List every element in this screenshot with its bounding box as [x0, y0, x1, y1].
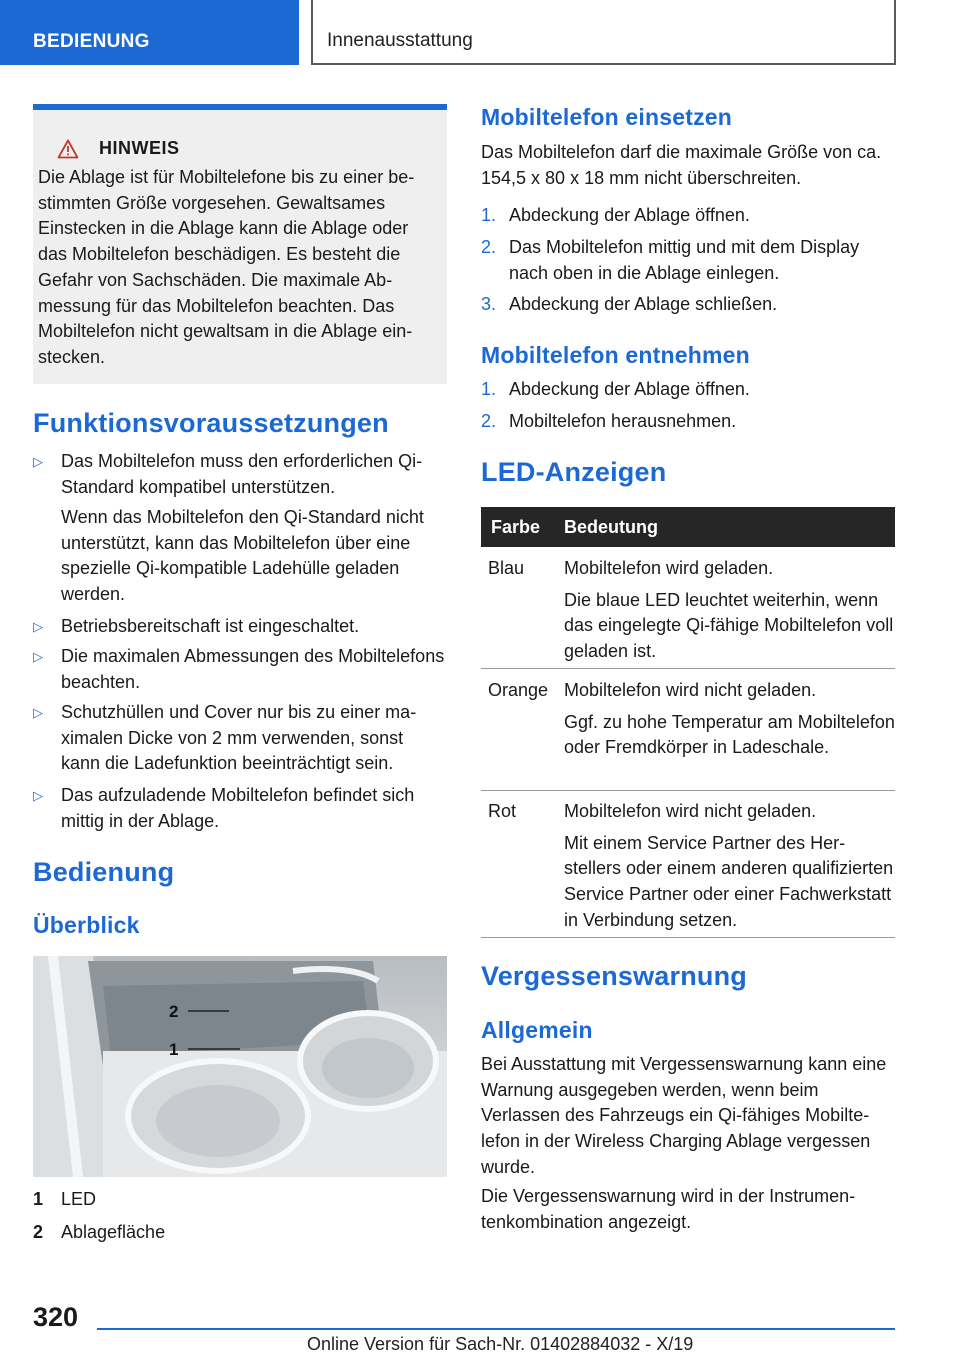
table-divider	[481, 790, 895, 791]
svg-text:1: 1	[169, 1040, 179, 1059]
step-text: Abdeckung der Ablage öffnen.	[509, 205, 750, 225]
legend-item	[33, 1189, 447, 1211]
column-header-farbe: Farbe	[491, 517, 541, 537]
allgemein-paragraph-1: Bei Ausstattung mit Vergessenswarnung kann eine Warnung ausgegeben werden, wenn beim Verlassen des Fahrzeugs ein Qi-fähiges Mobiltelefon in der Wireless Charging Ablage vergessen wurde.	[481, 1054, 887, 1177]
step-number: 1.	[481, 205, 497, 225]
cell-bedeutung	[564, 799, 895, 934]
heading-bedienung: Bedienung	[33, 857, 175, 887]
tray-illustration	[33, 956, 447, 1177]
cell-main-text: Mobiltelefon wird nicht geladen.	[564, 680, 817, 700]
list-item-text: Betriebsbereitschaft ist eingeschaltet.	[61, 616, 360, 636]
step-number: 1.	[481, 379, 497, 399]
warning-triangle-icon	[57, 139, 79, 159]
svg-text:2: 2	[169, 1002, 179, 1021]
footer-online-version: Online Version für Sach-Nr. 01402884032 - X/19	[307, 1334, 694, 1354]
wireless-charging-tray-image	[33, 956, 447, 1177]
cell-extra-text: Mit einem Service Partner des Herstellers oder einem anderen qualifizierten Service Partner oder einer Fachwerkstatt in Verbindung setzen.	[564, 832, 894, 930]
legend-text: Ablagefläche	[61, 1222, 166, 1242]
list-item-text: Das aufzuladende Mobiltelefon befindet sich mittig in der Ablage.	[61, 785, 415, 831]
heading-allgemein: Allgemein	[481, 1017, 593, 1043]
bullet-paragraph: Wenn das Mobiltelefon den Qi-Standard nicht unterstützt, kann das Mobiltelefon über eine spezielle Qi-kompatible Ladehülle geladen werden.	[61, 507, 424, 605]
column-header-bedeutung: Bedeutung	[564, 517, 658, 537]
table-header	[481, 507, 895, 547]
heading-ueberblick: Überblick	[33, 912, 140, 938]
table-divider	[481, 668, 895, 669]
list-item	[33, 449, 447, 500]
step-text: Abdeckung der Ablage öffnen.	[509, 379, 750, 399]
cell-extra-text: Ggf. zu hohe Temperatur am Mobiltelefon oder Fremdkörper in Ladeschale.	[564, 711, 895, 758]
cell-farbe: Orange	[488, 680, 549, 700]
legend-text: LED	[61, 1189, 97, 1209]
triangle-bullet-icon: ▷	[33, 619, 43, 634]
list-item	[33, 783, 447, 834]
warning-box	[33, 104, 447, 384]
triangle-bullet-icon: ▷	[33, 788, 43, 803]
list-item	[481, 292, 895, 318]
warning-text: Die Ablage ist für Mobiltelefone bis zu einer bestimmten Größe vorgesehen. Gewaltsames Einstecken in die Ablage kann die Ablage oder das Mobiltelefon beschädigen. Es besteht die Gefahr von Sachschäden. Die maximale Abmessung für das Mobiltelefon beachten. Das Mobiltelefon nicht gewaltsam in die Ablage einstecken.	[38, 167, 415, 367]
triangle-bullet-icon: ▷	[33, 454, 43, 469]
triangle-bullet-icon: ▷	[33, 705, 43, 720]
footer-divider	[97, 1328, 895, 1330]
warning-header	[57, 138, 180, 159]
cell-farbe: Rot	[488, 801, 517, 821]
list-item	[33, 700, 447, 777]
list-item	[33, 614, 447, 640]
topic-tab	[311, 0, 896, 65]
cell-extra-text: Die blaue LED leuchtet weiterhin, wenn das eingelegte Qi-fähige Mobiltelefon voll geladen ist.	[564, 589, 894, 662]
list-item	[481, 409, 895, 435]
list-item	[481, 377, 895, 403]
step-number: 2.	[481, 411, 497, 431]
page-number: 320	[33, 1302, 79, 1332]
heading-led-anzeigen: LED-Anzeigen	[481, 457, 667, 487]
step-text: Abdeckung der Ablage schließen.	[509, 294, 778, 314]
step-text: Mobiltelefon herausnehmen.	[509, 411, 737, 431]
topic-label: Innenausstattung	[327, 30, 473, 51]
legend-item	[33, 1222, 447, 1244]
cell-bedeutung	[564, 678, 895, 761]
step-number: 3.	[481, 294, 497, 314]
table-divider	[481, 937, 895, 938]
heading-entnehmen: Mobiltelefon entnehmen	[481, 342, 750, 368]
list-item-text: Das Mobiltelefon muss den erforderlichen Qi-Standard kompatibel unterstützen.	[61, 451, 423, 497]
einsetzen-paragraph: Das Mobiltelefon darf die maximale Größe von ca. 154,5 x 80 x 18 mm nicht überschreiten.	[481, 142, 882, 188]
triangle-bullet-icon: ▷	[33, 649, 43, 664]
allgemein-paragraph-2: Die Vergessenswarnung wird in der Instrumentenkombination angezeigt.	[481, 1186, 856, 1232]
warning-title: HINWEIS	[99, 138, 180, 158]
list-item	[481, 235, 895, 286]
cell-farbe: Blau	[488, 558, 525, 578]
legend-number: 2	[33, 1222, 44, 1242]
cell-main-text: Mobiltelefon wird nicht geladen.	[564, 801, 817, 821]
cell-main-text: Mobiltelefon wird geladen.	[564, 558, 774, 578]
legend-number: 1	[33, 1189, 44, 1209]
section-label: BEDIENUNG	[33, 31, 150, 52]
section-tab	[0, 0, 299, 65]
cell-bedeutung	[564, 556, 895, 665]
list-item	[481, 203, 895, 229]
list-item-text: Schutzhüllen und Cover nur bis zu einer maximalen Dicke von 2 mm verwenden, sonst kann die Ladefunktion beeinträchtigt sein.	[61, 702, 417, 774]
heading-funktionsvoraussetzungen: Funktionsvoraussetzungen	[33, 408, 389, 438]
step-text: Das Mobiltelefon mittig und mit dem Display nach oben in die Ablage einlegen.	[509, 237, 860, 283]
heading-einsetzen: Mobiltelefon einsetzen	[481, 104, 733, 130]
heading-vergessenswarnung: Vergessenswarnung	[481, 961, 748, 991]
list-item-text: Die maximalen Abmessungen des Mobiltelefons beachten.	[61, 646, 445, 692]
list-item	[33, 644, 447, 695]
step-number: 2.	[481, 237, 497, 257]
